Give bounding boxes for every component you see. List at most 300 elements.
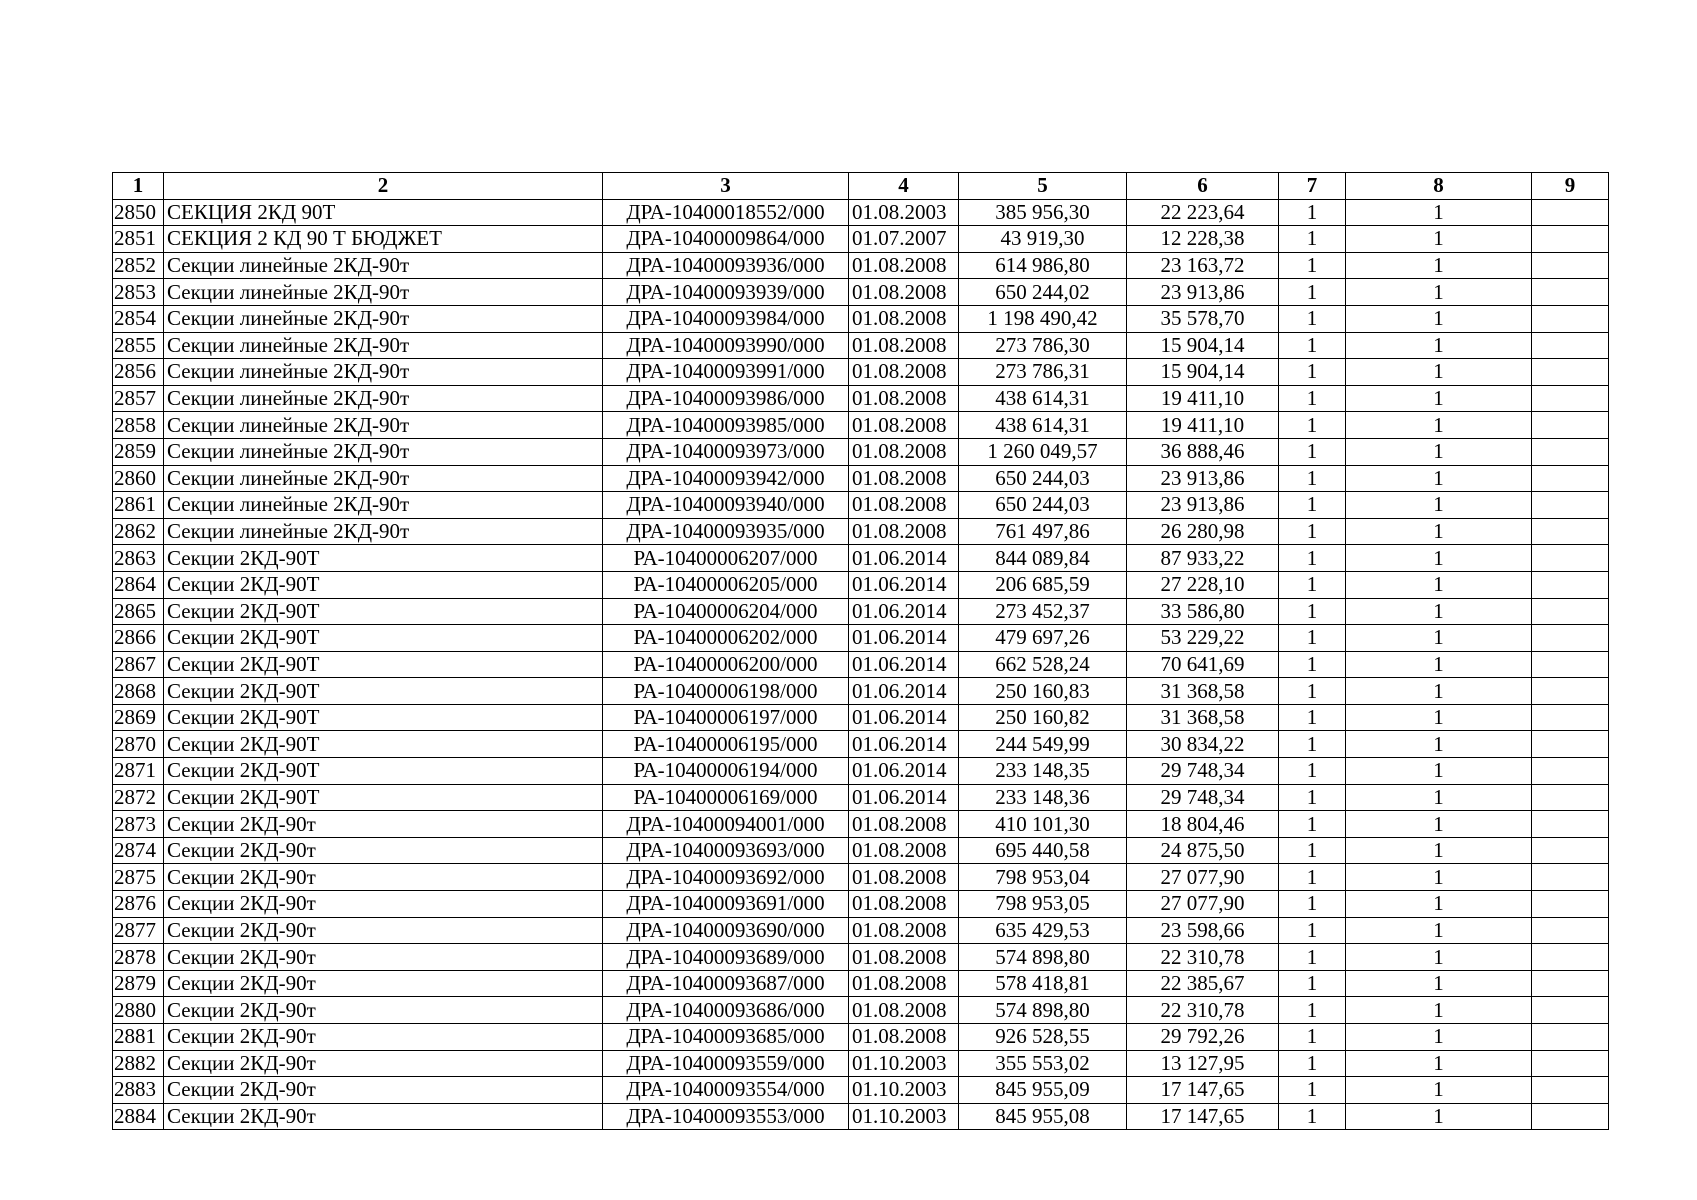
cell-quantity: 1 — [1279, 279, 1346, 306]
cell-date: 01.10.2003 — [849, 1103, 959, 1130]
cell-note — [1532, 252, 1609, 279]
cell-initial-cost: 273 786,30 — [959, 332, 1127, 359]
cell-initial-cost: 650 244,03 — [959, 492, 1127, 519]
table-row — [113, 385, 1609, 412]
table-row — [113, 571, 1609, 598]
cell-row-number: 2877 — [113, 917, 164, 944]
column-header-1: 1 — [113, 173, 164, 200]
cell-date: 01.08.2008 — [849, 359, 959, 386]
cell-inventory-number: ДРА-10400093986/000 — [603, 385, 849, 412]
table-row — [113, 731, 1609, 758]
cell-row-number: 2867 — [113, 651, 164, 678]
cell-row-number: 2865 — [113, 598, 164, 625]
cell-inventory-number: РА-10400006202/000 — [603, 625, 849, 652]
column-header-6: 6 — [1127, 173, 1279, 200]
cell-initial-cost: 761 497,86 — [959, 518, 1127, 545]
cell-count: 1 — [1346, 199, 1532, 226]
cell-count: 1 — [1346, 412, 1532, 439]
table-row — [113, 1077, 1609, 1104]
cell-inventory-number: ДРА-10400093553/000 — [603, 1103, 849, 1130]
cell-initial-cost: 650 244,03 — [959, 465, 1127, 492]
cell-quantity: 1 — [1279, 305, 1346, 332]
cell-note — [1532, 332, 1609, 359]
cell-date: 01.08.2008 — [849, 518, 959, 545]
table-row — [113, 438, 1609, 465]
cell-inventory-number: ДРА-10400093973/000 — [603, 438, 849, 465]
cell-inventory-number: РА-10400006194/000 — [603, 758, 849, 785]
column-header-9: 9 — [1532, 173, 1609, 200]
cell-count: 1 — [1346, 704, 1532, 731]
cell-count: 1 — [1346, 305, 1532, 332]
table-row — [113, 359, 1609, 386]
cell-initial-cost: 273 786,31 — [959, 359, 1127, 386]
cell-name: Секции 2КД-90Т — [164, 651, 603, 678]
cell-initial-cost: 479 697,26 — [959, 625, 1127, 652]
cell-name: Секции 2КД-90т — [164, 1077, 603, 1104]
cell-name: Секции 2КД-90Т — [164, 571, 603, 598]
cell-count: 1 — [1346, 864, 1532, 891]
cell-date: 01.08.2008 — [849, 864, 959, 891]
table-row — [113, 784, 1609, 811]
cell-row-number: 2870 — [113, 731, 164, 758]
cell-row-number: 2854 — [113, 305, 164, 332]
cell-inventory-number: ДРА-10400093685/000 — [603, 1024, 849, 1051]
cell-name: Секции 2КД-90Т — [164, 545, 603, 572]
cell-name: СЕКЦИЯ 2КД 90Т — [164, 199, 603, 226]
cell-name: Секции 2КД-90т — [164, 891, 603, 918]
cell-quantity: 1 — [1279, 811, 1346, 838]
cell-residual-cost: 19 411,10 — [1127, 385, 1279, 412]
cell-note — [1532, 199, 1609, 226]
cell-count: 1 — [1346, 332, 1532, 359]
cell-note — [1532, 837, 1609, 864]
cell-count: 1 — [1346, 651, 1532, 678]
column-header-2: 2 — [164, 173, 603, 200]
cell-quantity: 1 — [1279, 359, 1346, 386]
cell-initial-cost: 614 986,80 — [959, 252, 1127, 279]
cell-residual-cost: 23 598,66 — [1127, 917, 1279, 944]
cell-row-number: 2875 — [113, 864, 164, 891]
cell-initial-cost: 1 260 049,57 — [959, 438, 1127, 465]
cell-residual-cost: 19 411,10 — [1127, 412, 1279, 439]
cell-count: 1 — [1346, 571, 1532, 598]
cell-count: 1 — [1346, 492, 1532, 519]
cell-quantity: 1 — [1279, 1103, 1346, 1130]
cell-row-number: 2879 — [113, 970, 164, 997]
cell-residual-cost: 22 310,78 — [1127, 944, 1279, 971]
cell-residual-cost: 23 913,86 — [1127, 465, 1279, 492]
cell-date: 01.06.2014 — [849, 625, 959, 652]
cell-note — [1532, 1077, 1609, 1104]
cell-residual-cost: 15 904,14 — [1127, 359, 1279, 386]
cell-inventory-number: ДРА-10400093984/000 — [603, 305, 849, 332]
cell-initial-cost: 233 148,36 — [959, 784, 1127, 811]
cell-note — [1532, 279, 1609, 306]
cell-inventory-number: ДРА-10400094001/000 — [603, 811, 849, 838]
cell-count: 1 — [1346, 678, 1532, 705]
cell-row-number: 2862 — [113, 518, 164, 545]
cell-initial-cost: 798 953,05 — [959, 891, 1127, 918]
table-row — [113, 704, 1609, 731]
cell-date: 01.08.2008 — [849, 811, 959, 838]
cell-inventory-number: ДРА-10400093554/000 — [603, 1077, 849, 1104]
cell-initial-cost: 845 955,08 — [959, 1103, 1127, 1130]
cell-date: 01.08.2008 — [849, 837, 959, 864]
column-header-5: 5 — [959, 173, 1127, 200]
cell-date: 01.08.2008 — [849, 917, 959, 944]
cell-note — [1532, 359, 1609, 386]
cell-name: Секции линейные 2КД-90т — [164, 385, 603, 412]
cell-name: Секции линейные 2КД-90т — [164, 518, 603, 545]
cell-quantity: 1 — [1279, 492, 1346, 519]
cell-residual-cost: 35 578,70 — [1127, 305, 1279, 332]
cell-note — [1532, 678, 1609, 705]
cell-note — [1532, 784, 1609, 811]
cell-note — [1532, 492, 1609, 519]
column-header-8: 8 — [1346, 173, 1532, 200]
cell-name: Секции 2КД-90т — [164, 944, 603, 971]
cell-count: 1 — [1346, 545, 1532, 572]
cell-date: 01.08.2008 — [849, 438, 959, 465]
cell-quantity: 1 — [1279, 891, 1346, 918]
cell-quantity: 1 — [1279, 226, 1346, 253]
cell-date: 01.08.2008 — [849, 412, 959, 439]
column-header-3: 3 — [603, 173, 849, 200]
cell-quantity: 1 — [1279, 651, 1346, 678]
cell-quantity: 1 — [1279, 545, 1346, 572]
cell-name: Секции 2КД-90т — [164, 837, 603, 864]
cell-initial-cost: 844 089,84 — [959, 545, 1127, 572]
table-row — [113, 305, 1609, 332]
cell-quantity: 1 — [1279, 944, 1346, 971]
cell-count: 1 — [1346, 758, 1532, 785]
cell-count: 1 — [1346, 970, 1532, 997]
cell-quantity: 1 — [1279, 997, 1346, 1024]
cell-date: 01.06.2014 — [849, 678, 959, 705]
cell-inventory-number: ДРА-10400093935/000 — [603, 518, 849, 545]
cell-count: 1 — [1346, 518, 1532, 545]
cell-quantity: 1 — [1279, 784, 1346, 811]
cell-initial-cost: 355 553,02 — [959, 1050, 1127, 1077]
table-row — [113, 412, 1609, 439]
cell-inventory-number: ДРА-10400093991/000 — [603, 359, 849, 386]
cell-name: Секции линейные 2КД-90т — [164, 465, 603, 492]
cell-inventory-number: ДРА-10400093939/000 — [603, 279, 849, 306]
cell-quantity: 1 — [1279, 678, 1346, 705]
cell-name: Секции 2КД-90т — [164, 997, 603, 1024]
cell-residual-cost: 29 748,34 — [1127, 758, 1279, 785]
cell-quantity: 1 — [1279, 704, 1346, 731]
table-row — [113, 891, 1609, 918]
cell-date: 01.07.2007 — [849, 226, 959, 253]
cell-initial-cost: 635 429,53 — [959, 917, 1127, 944]
cell-row-number: 2866 — [113, 625, 164, 652]
table-row — [113, 864, 1609, 891]
cell-date: 01.08.2008 — [849, 279, 959, 306]
cell-count: 1 — [1346, 226, 1532, 253]
cell-count: 1 — [1346, 784, 1532, 811]
cell-inventory-number: РА-10400006200/000 — [603, 651, 849, 678]
cell-count: 1 — [1346, 438, 1532, 465]
cell-name: Секции 2КД-90Т — [164, 678, 603, 705]
cell-count: 1 — [1346, 891, 1532, 918]
cell-date: 01.08.2008 — [849, 252, 959, 279]
cell-residual-cost: 22 385,67 — [1127, 970, 1279, 997]
cell-row-number: 2873 — [113, 811, 164, 838]
cell-initial-cost: 438 614,31 — [959, 412, 1127, 439]
cell-inventory-number: ДРА-10400093687/000 — [603, 970, 849, 997]
cell-count: 1 — [1346, 917, 1532, 944]
cell-row-number: 2881 — [113, 1024, 164, 1051]
cell-count: 1 — [1346, 359, 1532, 386]
table-body — [113, 199, 1609, 1130]
cell-residual-cost: 23 913,86 — [1127, 492, 1279, 519]
cell-date: 01.06.2014 — [849, 731, 959, 758]
cell-quantity: 1 — [1279, 465, 1346, 492]
cell-name: Секции линейные 2КД-90т — [164, 359, 603, 386]
table-row — [113, 518, 1609, 545]
cell-note — [1532, 864, 1609, 891]
cell-date: 01.06.2014 — [849, 651, 959, 678]
cell-note — [1532, 412, 1609, 439]
cell-residual-cost: 17 147,65 — [1127, 1103, 1279, 1130]
cell-quantity: 1 — [1279, 571, 1346, 598]
cell-row-number: 2868 — [113, 678, 164, 705]
cell-inventory-number: ДРА-10400093985/000 — [603, 412, 849, 439]
cell-inventory-number: ДРА-10400093690/000 — [603, 917, 849, 944]
cell-count: 1 — [1346, 598, 1532, 625]
cell-count: 1 — [1346, 1024, 1532, 1051]
table-row — [113, 970, 1609, 997]
cell-name: Секции линейные 2КД-90т — [164, 252, 603, 279]
cell-inventory-number: ДРА-10400093942/000 — [603, 465, 849, 492]
cell-quantity: 1 — [1279, 385, 1346, 412]
table-row — [113, 651, 1609, 678]
cell-initial-cost: 662 528,24 — [959, 651, 1127, 678]
cell-note — [1532, 625, 1609, 652]
cell-inventory-number: ДРА-10400093691/000 — [603, 891, 849, 918]
table-row — [113, 252, 1609, 279]
cell-name: Секции 2КД-90Т — [164, 625, 603, 652]
cell-count: 1 — [1346, 1050, 1532, 1077]
cell-initial-cost: 650 244,02 — [959, 279, 1127, 306]
cell-note — [1532, 1103, 1609, 1130]
cell-name: СЕКЦИЯ 2 КД 90 Т БЮДЖЕТ — [164, 226, 603, 253]
cell-row-number: 2852 — [113, 252, 164, 279]
cell-note — [1532, 917, 1609, 944]
cell-count: 1 — [1346, 1077, 1532, 1104]
cell-initial-cost: 438 614,31 — [959, 385, 1127, 412]
cell-date: 01.10.2003 — [849, 1077, 959, 1104]
cell-inventory-number: РА-10400006169/000 — [603, 784, 849, 811]
cell-count: 1 — [1346, 997, 1532, 1024]
cell-note — [1532, 305, 1609, 332]
cell-residual-cost: 31 368,58 — [1127, 704, 1279, 731]
cell-row-number: 2856 — [113, 359, 164, 386]
cell-row-number: 2876 — [113, 891, 164, 918]
cell-residual-cost: 30 834,22 — [1127, 731, 1279, 758]
cell-note — [1532, 545, 1609, 572]
cell-inventory-number: ДРА-10400093692/000 — [603, 864, 849, 891]
cell-date: 01.08.2008 — [849, 305, 959, 332]
cell-residual-cost: 22 310,78 — [1127, 997, 1279, 1024]
cell-name: Секции 2КД-90т — [164, 917, 603, 944]
cell-initial-cost: 233 148,35 — [959, 758, 1127, 785]
cell-residual-cost: 13 127,95 — [1127, 1050, 1279, 1077]
cell-residual-cost: 12 228,38 — [1127, 226, 1279, 253]
cell-row-number: 2859 — [113, 438, 164, 465]
cell-date: 01.06.2014 — [849, 545, 959, 572]
cell-quantity: 1 — [1279, 1024, 1346, 1051]
cell-note — [1532, 518, 1609, 545]
cell-date: 01.08.2003 — [849, 199, 959, 226]
cell-initial-cost: 1 198 490,42 — [959, 305, 1127, 332]
cell-quantity: 1 — [1279, 518, 1346, 545]
cell-inventory-number: ДРА-10400093693/000 — [603, 837, 849, 864]
cell-inventory-number: РА-10400006197/000 — [603, 704, 849, 731]
cell-residual-cost: 36 888,46 — [1127, 438, 1279, 465]
cell-quantity: 1 — [1279, 970, 1346, 997]
cell-name: Секции 2КД-90т — [164, 864, 603, 891]
cell-row-number: 2853 — [113, 279, 164, 306]
cell-date: 01.08.2008 — [849, 944, 959, 971]
cell-inventory-number: РА-10400006204/000 — [603, 598, 849, 625]
table-row — [113, 332, 1609, 359]
cell-inventory-number: ДРА-10400018552/000 — [603, 199, 849, 226]
cell-initial-cost: 206 685,59 — [959, 571, 1127, 598]
cell-date: 01.08.2008 — [849, 332, 959, 359]
cell-name: Секции 2КД-90Т — [164, 731, 603, 758]
cell-row-number: 2861 — [113, 492, 164, 519]
cell-initial-cost: 410 101,30 — [959, 811, 1127, 838]
cell-residual-cost: 27 228,10 — [1127, 571, 1279, 598]
cell-name: Секции линейные 2КД-90т — [164, 492, 603, 519]
cell-inventory-number: РА-10400006195/000 — [603, 731, 849, 758]
cell-inventory-number: РА-10400006207/000 — [603, 545, 849, 572]
column-header-4: 4 — [849, 173, 959, 200]
table-row — [113, 465, 1609, 492]
cell-note — [1532, 811, 1609, 838]
cell-row-number: 2882 — [113, 1050, 164, 1077]
cell-note — [1532, 651, 1609, 678]
cell-quantity: 1 — [1279, 1050, 1346, 1077]
cell-note — [1532, 385, 1609, 412]
cell-row-number: 2869 — [113, 704, 164, 731]
cell-count: 1 — [1346, 731, 1532, 758]
cell-residual-cost: 33 586,80 — [1127, 598, 1279, 625]
cell-note — [1532, 758, 1609, 785]
cell-note — [1532, 598, 1609, 625]
cell-initial-cost: 273 452,37 — [959, 598, 1127, 625]
cell-initial-cost: 926 528,55 — [959, 1024, 1127, 1051]
cell-row-number: 2850 — [113, 199, 164, 226]
cell-note — [1532, 438, 1609, 465]
cell-row-number: 2872 — [113, 784, 164, 811]
cell-name: Секции 2КД-90т — [164, 1103, 603, 1130]
cell-residual-cost: 27 077,90 — [1127, 864, 1279, 891]
cell-name: Секции линейные 2КД-90т — [164, 332, 603, 359]
table-row — [113, 811, 1609, 838]
cell-row-number: 2880 — [113, 997, 164, 1024]
cell-quantity: 1 — [1279, 252, 1346, 279]
cell-initial-cost: 798 953,04 — [959, 864, 1127, 891]
cell-count: 1 — [1346, 1103, 1532, 1130]
cell-name: Секции 2КД-90т — [164, 811, 603, 838]
cell-initial-cost: 695 440,58 — [959, 837, 1127, 864]
cell-initial-cost: 244 549,99 — [959, 731, 1127, 758]
cell-date: 01.06.2014 — [849, 598, 959, 625]
cell-inventory-number: РА-10400006205/000 — [603, 571, 849, 598]
table-row — [113, 758, 1609, 785]
cell-row-number: 2884 — [113, 1103, 164, 1130]
cell-count: 1 — [1346, 385, 1532, 412]
cell-row-number: 2883 — [113, 1077, 164, 1104]
cell-row-number: 2874 — [113, 837, 164, 864]
asset-table — [112, 172, 1609, 1130]
cell-quantity: 1 — [1279, 199, 1346, 226]
cell-note — [1532, 465, 1609, 492]
cell-residual-cost: 29 792,26 — [1127, 1024, 1279, 1051]
cell-date: 01.08.2008 — [849, 997, 959, 1024]
cell-note — [1532, 891, 1609, 918]
table-row — [113, 1050, 1609, 1077]
table-row — [113, 917, 1609, 944]
cell-initial-cost: 250 160,83 — [959, 678, 1127, 705]
cell-name: Секции 2КД-90Т — [164, 598, 603, 625]
cell-quantity: 1 — [1279, 625, 1346, 652]
cell-initial-cost: 43 919,30 — [959, 226, 1127, 253]
cell-initial-cost: 250 160,82 — [959, 704, 1127, 731]
cell-row-number: 2851 — [113, 226, 164, 253]
cell-residual-cost: 22 223,64 — [1127, 199, 1279, 226]
cell-quantity: 1 — [1279, 837, 1346, 864]
cell-name: Секции линейные 2КД-90т — [164, 438, 603, 465]
column-header-7: 7 — [1279, 173, 1346, 200]
cell-date: 01.08.2008 — [849, 891, 959, 918]
table-row — [113, 997, 1609, 1024]
cell-quantity: 1 — [1279, 864, 1346, 891]
cell-residual-cost: 15 904,14 — [1127, 332, 1279, 359]
cell-note — [1532, 731, 1609, 758]
table-row — [113, 199, 1609, 226]
cell-residual-cost: 18 804,46 — [1127, 811, 1279, 838]
table-row — [113, 678, 1609, 705]
cell-date: 01.08.2008 — [849, 1024, 959, 1051]
cell-name: Секции 2КД-90Т — [164, 758, 603, 785]
cell-inventory-number: ДРА-10400093936/000 — [603, 252, 849, 279]
cell-note — [1532, 1050, 1609, 1077]
cell-note — [1532, 571, 1609, 598]
cell-name: Секции линейные 2КД-90т — [164, 279, 603, 306]
cell-quantity: 1 — [1279, 438, 1346, 465]
cell-count: 1 — [1346, 625, 1532, 652]
cell-quantity: 1 — [1279, 412, 1346, 439]
cell-residual-cost: 87 933,22 — [1127, 545, 1279, 572]
cell-initial-cost: 385 956,30 — [959, 199, 1127, 226]
header-row — [113, 173, 1609, 200]
cell-date: 01.08.2008 — [849, 385, 959, 412]
cell-name: Секции линейные 2КД-90т — [164, 305, 603, 332]
cell-residual-cost: 23 913,86 — [1127, 279, 1279, 306]
cell-date: 01.06.2014 — [849, 758, 959, 785]
cell-residual-cost: 29 748,34 — [1127, 784, 1279, 811]
cell-name: Секции линейные 2КД-90т — [164, 412, 603, 439]
cell-row-number: 2863 — [113, 545, 164, 572]
cell-row-number: 2860 — [113, 465, 164, 492]
table-row — [113, 279, 1609, 306]
cell-inventory-number: ДРА-10400093559/000 — [603, 1050, 849, 1077]
cell-row-number: 2858 — [113, 412, 164, 439]
